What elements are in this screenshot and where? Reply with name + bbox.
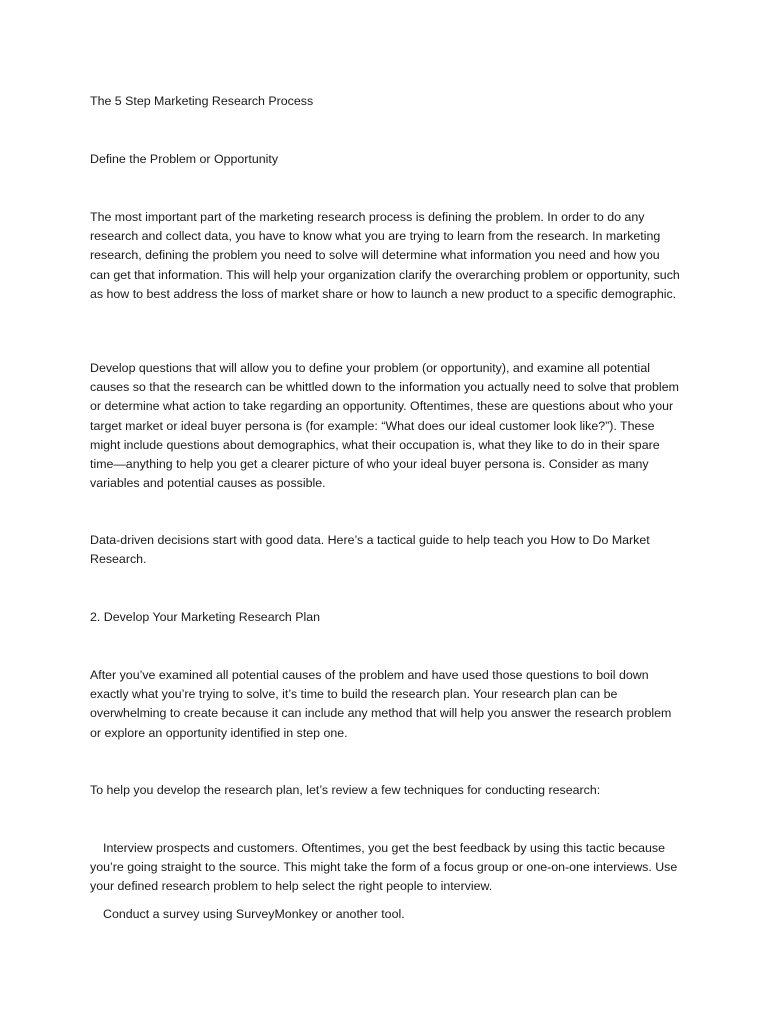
paragraph-problem-definition: The most important part of the marketing research process is defining the problem. In order to do any research and collect data, you have to know what you are trying to learn from the research. In marketing research, defining the problem you need to solve will determine what information you need and how you can get that information. This will help your organization clarify the overarching problem or opportunity, such as how to best address the loss of market share or how to launch a new product to a specific demographic. bbox=[90, 210, 680, 301]
paragraph-data-driven: Data-driven decisions start with good data. Here’s a tactical guide to help teach you How to Do Market Research. bbox=[90, 533, 650, 567]
paragraph-techniques-intro: To help you develop the research plan, let’s review a few techniques for conducting research: bbox=[90, 783, 601, 797]
step1-heading: Define the Problem or Opportunity bbox=[90, 152, 279, 166]
list-item-survey: Conduct a survey using SurveyMonkey or another tool. bbox=[103, 907, 405, 921]
paragraph-research-plan: After you’ve examined all potential causes of the problem and have used those questions to boil down exactly what you’re trying to solve, it’s time to build the research plan. Your research plan can be overwhelming to create because it can include any method that will help you answer the research problem or explore an opportunity identified in step one. bbox=[90, 668, 672, 740]
document-title: The 5 Step Marketing Research Process bbox=[90, 94, 314, 108]
list-item-interview: Interview prospects and customers. Oftentimes, you get the best feedback by using this tactic because you’re going straight to the source. This might take the form of a focus group or one-on-one interviews. Use your defined research problem to help select the right people to interview. bbox=[90, 841, 678, 894]
paragraph-develop-questions: Develop questions that will allow you to define your problem (or opportunity), and examine all potential causes so that the research can be whittled down to the information you actually need to solve that problem or determine what action to take regarding an opportunity. Oftentimes, these are questions about who your target market or ideal buyer persona is (for example: “What does our ideal customer look like?”). These might include questions about demographics, what their occupation is, what they like to do in their spare time—anything to help you get a clearer picture of who your ideal buyer persona is. Consider as many variables and potential causes as possible. bbox=[90, 361, 679, 491]
step2-heading: 2. Develop Your Marketing Research Plan bbox=[90, 610, 321, 624]
